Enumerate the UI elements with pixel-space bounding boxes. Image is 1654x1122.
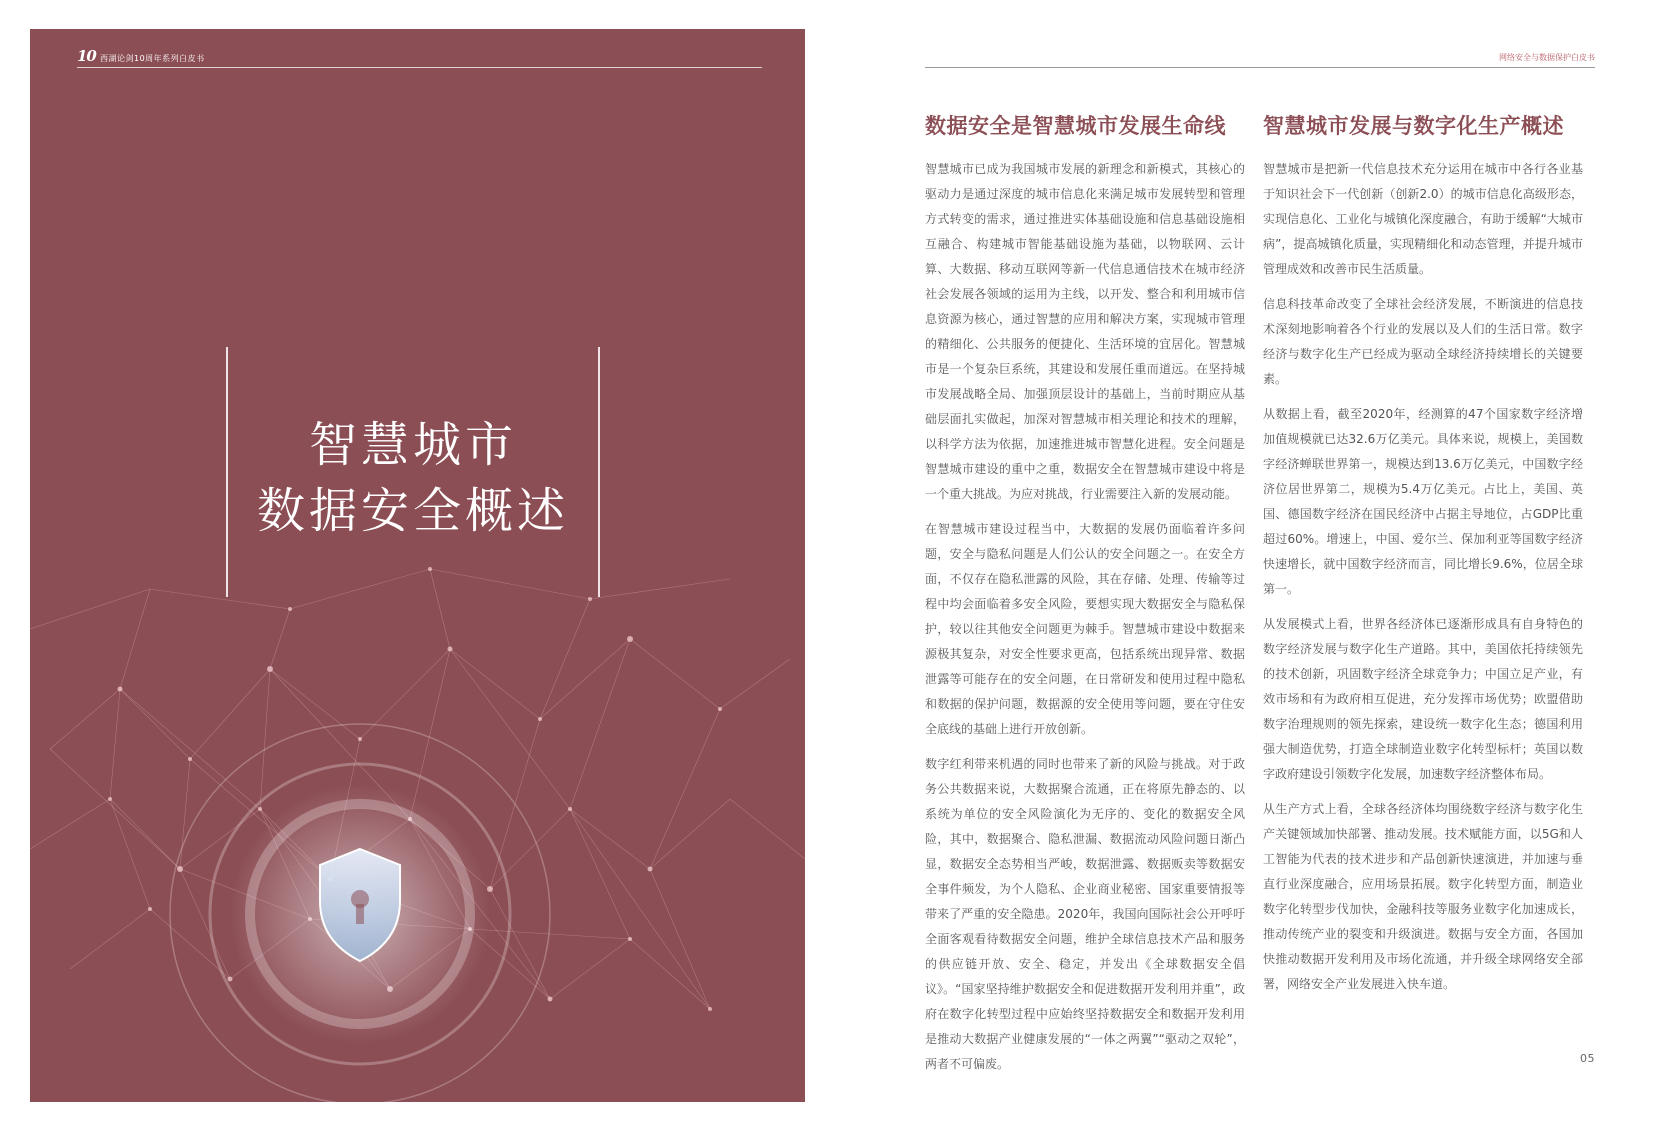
section-heading-digital-production: 智慧城市发展与数字化生产概述	[1263, 114, 1564, 138]
paragraph: 从发展模式上看，世界各经济体已逐渐形成具有自身特色的数字经济发展与数字化生产道路。其中，美国依托持续领先的技术创新，巩固数字经济全球竞争力；中国立足产业，有效市场和有为政府相互促进，充分发挥市场优势；欧盟借助数字治理规则的领先探索，建设统一数字化生态；德国利用强大制造优势，打造全球制造业数字化转型标杆；英国以数字政府建设引领数字化发展，加速数字经济整体布局。	[1263, 617, 1583, 781]
paragraph: 数字红利带来机遇的同时也带来了新的风险与挑战。对于政务公共数据来说，大数据聚合流通，正在将原先静态的、以系统为单位的安全风险演化为无序的、变化的数据安全风险，其中，数据聚合、隐私泄漏、数据流动风险问题日渐凸显，数据安全态势相当严峻，数据泄露、数据贩卖等数据安全事件频发，为个人隐私、企业商业秘密、国家重要情报等带来了严重的安全隐患。2020年，我国向国际社会公开呼吁全面客观看待数据安全问题，维护全球信息技术产品和服务的供应链开放、安全、稳定，并发出《全球数据安全倡议》。“国家坚持维护数据安全和促进数据开发利用并重”，政府在数字化转型过程中应始终坚持数据安全和数据开发利用是推动大数据产业健康发展的“一体之两翼”“驱动之双轮”，两者不可偏废。	[925, 757, 1245, 1071]
cover-title-line-2: 数据安全概述	[256, 483, 569, 539]
network-mesh-illustration	[30, 549, 805, 1102]
paragraph: 信息科技革命改变了全球社会经济发展，不断演进的信息技术深刻地影响着各个行业的发展以及人们的生活日常。数字经济与数字化生产已经成为驱动全球经济持续增长的关键要素。	[1263, 297, 1583, 386]
cover-page	[30, 29, 805, 1102]
left-column	[925, 111, 1245, 1087]
cover-title-frame	[226, 347, 600, 597]
paragraph: 从生产方式上看，全球各经济体均围绕数字经济与数字化生产关键领域加快部署、推动发展。技术赋能方面，以5G和人工智能为代表的技术进步和产品创新快速演进，并加速与垂直行业深度融合，应用场景拓展。数字化转型方面，制造业数字化转型步伐加快，金融科技等服务业数字化加速成长，推动传统产业的裂变和升级演进。数据与安全方面，各国加快推动数据开发利用及市场化流通，并升级全球网络安全部署，网络安全产业发展进入快车道。	[1263, 802, 1583, 991]
paragraph: 智慧城市已成为我国城市发展的新理念和新模式，其核心的驱动力是通过深度的城市信息化来满足城市发展转型和管理方式转变的需求，通过推进实体基础设施和信息基础设施相互融合、构建城市智能基础设施为基础，以物联网、云计算、大数据、移动互联网等新一代信息通信技术在城市经济社会发展各领域的运用为主线，以开发、整合和利用城市信息资源为核心，通过智慧的应用和解决方案，实现城市管理的精细化、公共服务的便捷化、生活环境的宜居化。智慧城市是一个复杂巨系统，其建设和发展任重而道远。在坚持城市发展战略全局、加强顶层设计的基础上，当前时期应从基础层面扎实做起，加深对智慧城市相关理论和技术的理解，以科学方法为依据，加速推进城市智慧化进程。安全问题是智慧城市建设的重中之重，数据安全在智慧城市建设中将是一个重大挑战。为应对挑战，行业需要注入新的发展动能。	[925, 162, 1245, 501]
series-title: 西湖论剑10周年系列白皮书	[100, 54, 205, 63]
paragraph: 从数据上看，截至2020年，经测算的47个国家数字经济增加值规模就已达32.6万亿美元。具体来说，规模上，美国数字经济蝉联世界第一，规模达到13.6万亿美元，中国数字经济位居世界第二，规模为5.4万亿美元。占比上，美国、英国、德国数字经济在国民经济中占据主导地位，占GDP比重超过60%。增速上，中国、爱尔兰、保加利亚等国数字经济快速增长，就中国数字经济而言，同比增长9.6%，位居全球第一。	[1263, 407, 1583, 596]
cover-title-line-1: 智慧城市	[308, 417, 517, 473]
right-page-header	[925, 49, 1595, 68]
right-column	[1263, 111, 1583, 1007]
content-page	[925, 29, 1595, 1102]
section-heading-data-security: 数据安全是智慧城市发展生命线	[925, 114, 1226, 138]
paragraph: 智慧城市是把新一代信息技术充分运用在城市中各行各业基于知识社会下一代创新（创新2.0）的城市信息化高级形态，实现信息化、工业化与城镇化深度融合，有助于缓解“大城市病”，提高城镇化质量，实现精细化和动态管理，并提升城市管理成效和改善市民生活质量。	[1263, 162, 1583, 276]
anniversary-logo: 10	[77, 47, 96, 65]
left-page-header	[77, 49, 762, 68]
cover-title	[228, 412, 598, 544]
page-number: 05	[1580, 1052, 1595, 1065]
paragraph: 在智慧城市建设过程当中，大数据的发展仍面临着许多问题，安全与隐私问题是人们公认的安全问题之一。在安全方面，不仅存在隐私泄露的风险，其在存储、处理、传输等过程中均会面临着多安全风险，要想实现大数据安全与隐私保护，较以往其他安全问题更为棘手。智慧城市建设中数据来源极其复杂，对安全性要求更高，包括系统出现异常、数据泄露等可能存在的安全问题，在日常研发和使用过程中隐私和数据的保护问题，数据源的安全使用等问题，要在守住安全底线的基础上进行开放创新。	[925, 522, 1245, 736]
whitepaper-title: 网络安全与数据保护白皮书	[1499, 53, 1595, 62]
